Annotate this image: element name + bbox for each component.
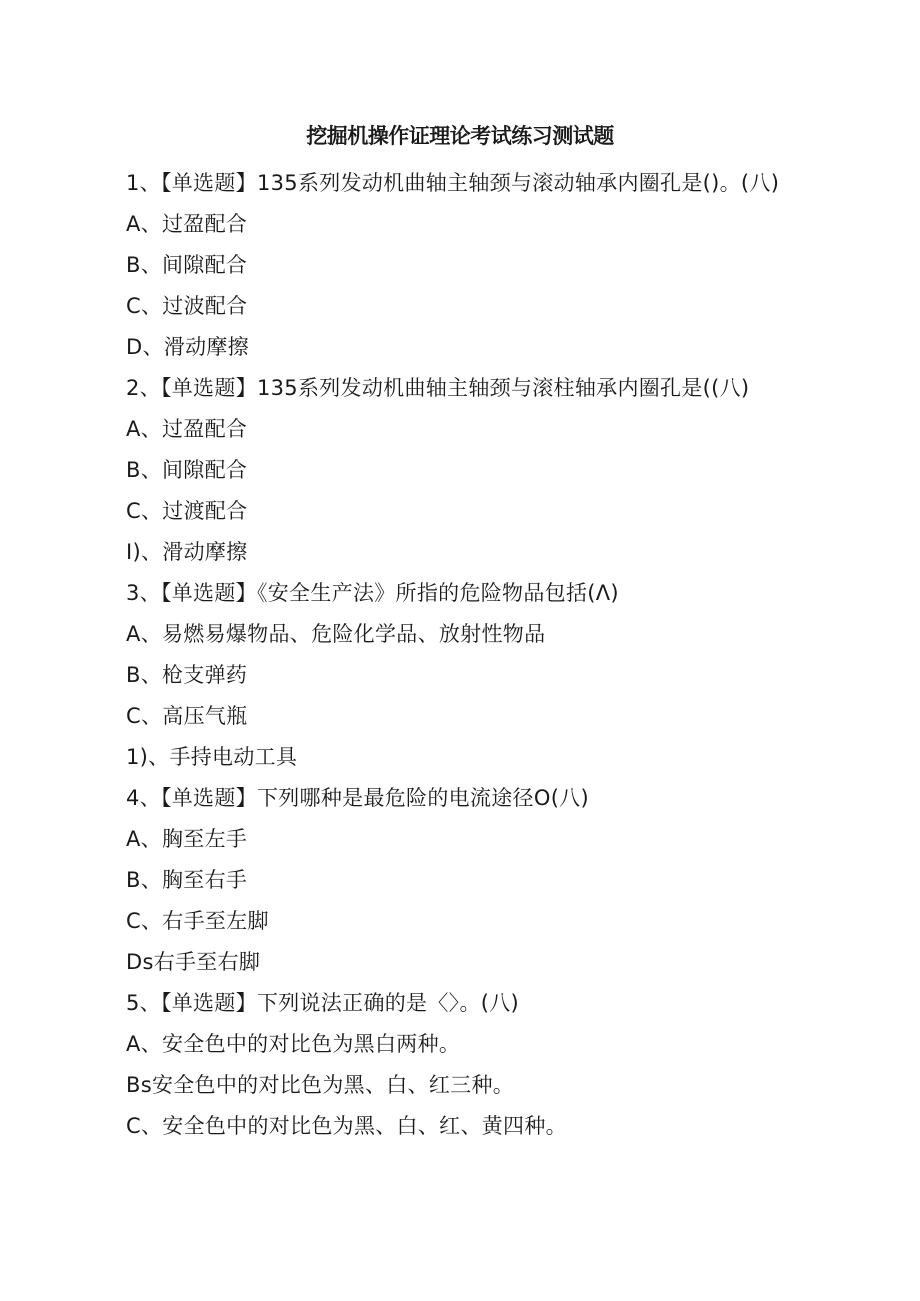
question-4-option-b: B、胸至右手 (126, 868, 248, 892)
question-2-option-b: B、间隙配合 (126, 458, 248, 482)
question-5-option-c: C、安全色中的对比色为黑、白、红、黄四种。 (126, 1114, 567, 1138)
document-title: 挖掘机操作证理论考试练习测试题 (306, 124, 614, 148)
question-1-option-d: D、滑动摩擦 (126, 335, 249, 359)
question-3-option-c: C、高压气瓶 (126, 704, 248, 728)
question-4-option-c: C、右手至左脚 (126, 909, 269, 933)
question-1-option-b: B、间隙配合 (126, 253, 248, 277)
question-2-stem: 2、【单选题】135系列发动机曲轴主轴颈与滚柱轴承内圈孔是((八) (126, 376, 750, 400)
question-1-option-a: A、过盈配合 (126, 212, 248, 236)
question-5-stem: 5、【单选题】下列说法正确的是〈〉。(八) (126, 991, 520, 1015)
question-2-option-a: A、过盈配合 (126, 417, 248, 441)
question-2-option-d: I)、滑动摩擦 (126, 540, 248, 564)
question-4-option-d: Ds右手至右脚 (126, 950, 261, 974)
question-1-option-c: C、过波配合 (126, 294, 248, 318)
question-3-option-a: A、易燃易爆物品、危险化学品、放射性物品 (126, 622, 546, 646)
question-3-option-d: 1)、手持电动工具 (126, 745, 298, 769)
question-1-stem: 1、【单选题】135系列发动机曲轴主轴颈与滚动轴承内圈孔是()。(八) (126, 171, 780, 195)
question-3-option-b: B、枪支弹药 (126, 663, 248, 687)
question-4-stem: 4、【单选题】下列哪种是最危险的电流途径O(八) (126, 786, 589, 810)
question-5-option-b: Bs安全色中的对比色为黑、白、红三种。 (126, 1073, 515, 1097)
question-list (126, 163, 886, 1147)
question-4-option-a: A、胸至左手 (126, 827, 248, 851)
question-2-option-c: C、过渡配合 (126, 499, 248, 523)
question-5-option-a: A、安全色中的对比色为黑白两种。 (126, 1032, 461, 1056)
question-3-stem: 3、【单选题】《安全生产法》所指的危险物品包括(Λ) (126, 581, 619, 605)
